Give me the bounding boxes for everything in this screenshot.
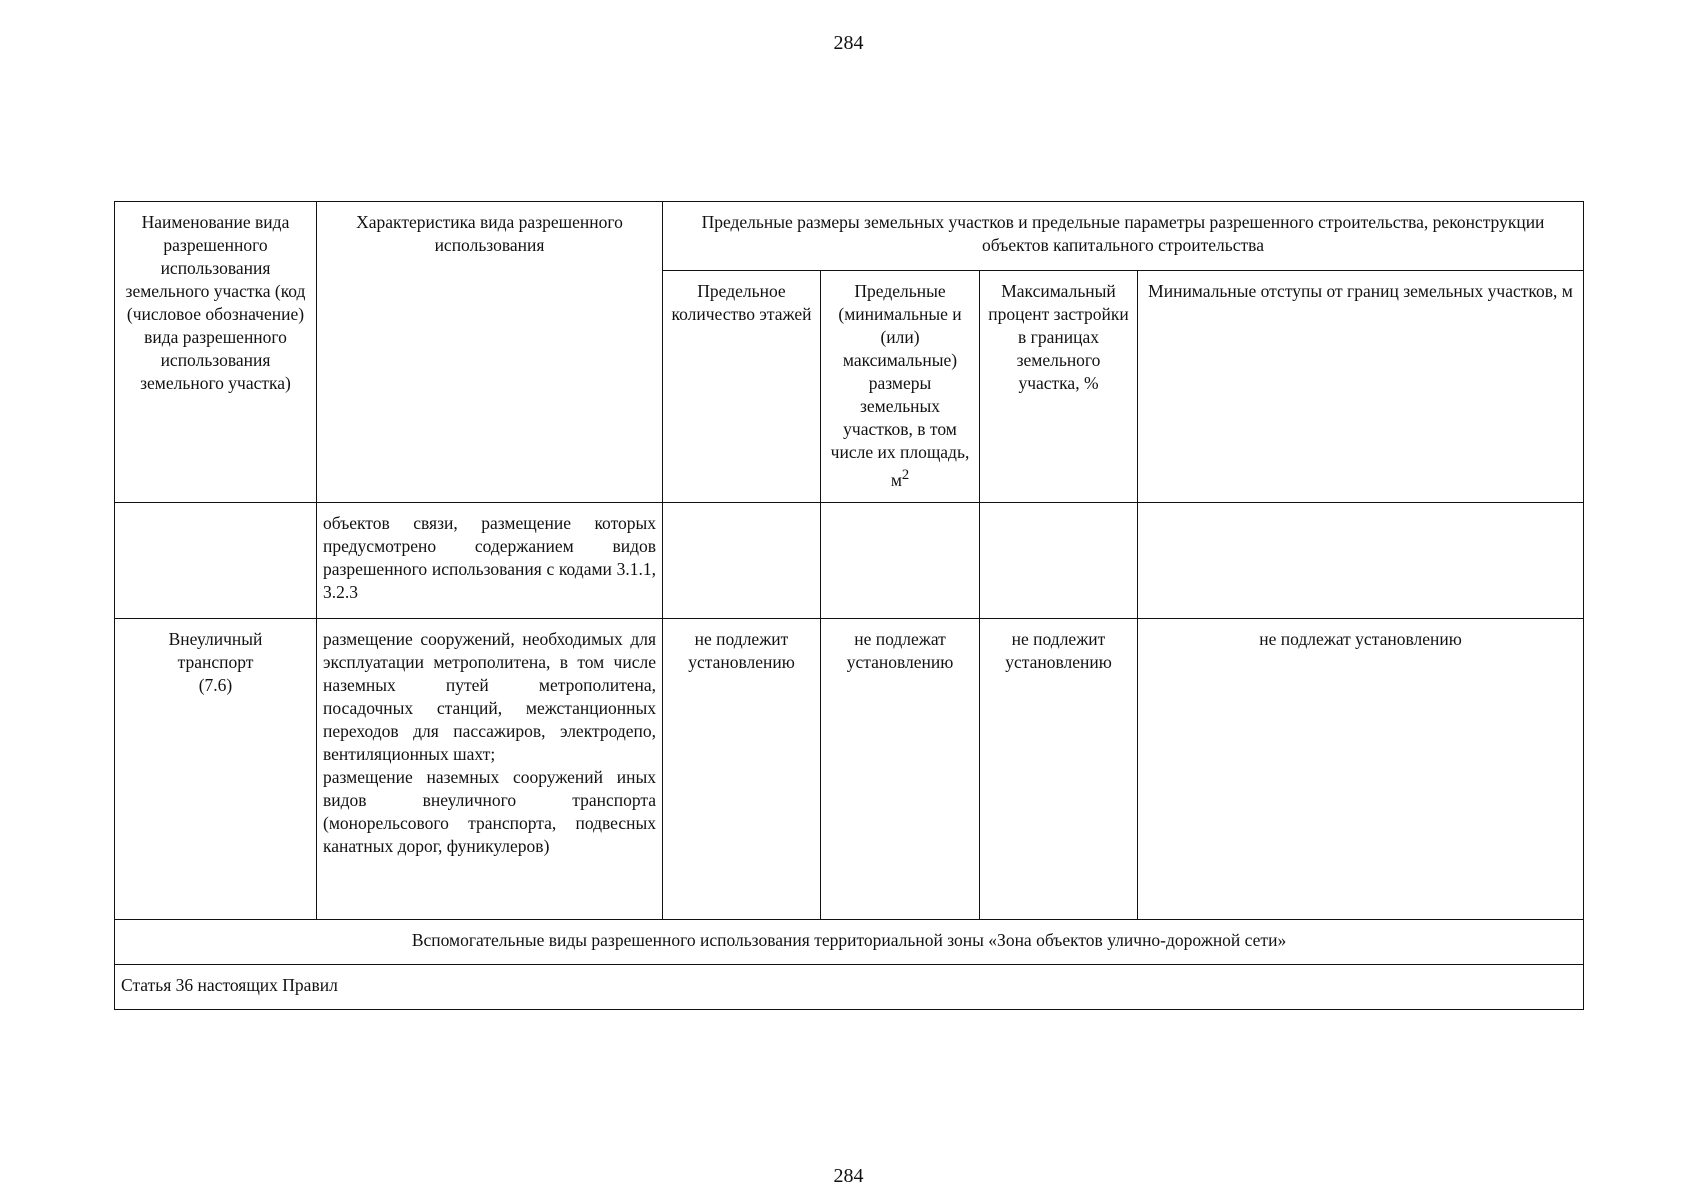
header-limits-group: Предельные размеры земельных участков и предельные параметры разрешенного строительства, реконструкции объектов капитального строительства (663, 202, 1584, 271)
auxiliary-heading: Вспомогательные виды разрешенного использования территориальной зоны «Зона объектов улично-дорожной сети» (115, 920, 1584, 965)
header-characteristic: Характеристика вида разрешенного использования (317, 202, 663, 503)
cell-sizes: не подлежат установлению (821, 619, 980, 920)
header-sizes-sup: 2 (901, 467, 910, 483)
cell-percent: не подлежит установлению (980, 619, 1138, 920)
characteristic-paragraph-1: размещение сооружений, необходимых для эксплуатации метрополитена, в том числе наземных путей метрополитена, посадочных станций, межстанционных переходов для пассажиров, электродепо, вентиляционных шахт; (323, 629, 656, 764)
header-row-1 (115, 202, 1584, 271)
table-row (115, 503, 1584, 619)
cell-floors: не подлежит установлению (663, 619, 821, 920)
cell-floors (663, 503, 821, 619)
cell-setbacks (1138, 503, 1584, 619)
zone-regulations-table (114, 201, 1584, 1010)
characteristic-paragraph-2: размещение наземных сооружений иных видов внеуличного транспорта (монорельсового транспорта, подвесных канатных дорог, фуникулеров) (323, 767, 656, 856)
article-reference-row (115, 965, 1584, 1010)
header-sizes-text: Предельные (минимальные и (или) максимальные) размеры земельных участков, в том числе их площадь, м (830, 281, 970, 490)
header-setbacks: Минимальные отступы от границ земельных участков, м (1138, 271, 1584, 503)
cell-characteristic (317, 619, 663, 920)
header-name: Наименование вида разрешенного использования земельного участка (код (числовое обозначение) вида разрешенного использования земельного участка) (115, 202, 317, 503)
header-percent: Максимальный процент застройки в границах земельного участка, % (980, 271, 1138, 503)
cell-name (115, 503, 317, 619)
page-number-bottom: 284 (833, 1165, 864, 1187)
cell-characteristic: объектов связи, размещение которых предусмотрено содержанием видов разрешенного использования с кодами 3.1.1, 3.2.3 (317, 503, 663, 619)
table-row (115, 619, 1584, 920)
header-sizes (821, 271, 980, 503)
cell-sizes (821, 503, 980, 619)
use-type-name-line2: транспорт (177, 652, 254, 672)
cell-name (115, 619, 317, 920)
cell-percent (980, 503, 1138, 619)
cell-setbacks: не подлежат установлению (1138, 619, 1584, 920)
page-number-top: 284 (833, 32, 864, 54)
use-type-name-line1: Внеуличный (168, 629, 263, 649)
auxiliary-heading-row (115, 920, 1584, 965)
header-floors: Предельное количество этажей (663, 271, 821, 503)
article-reference: Статья 36 настоящих Правил (115, 965, 1584, 1010)
use-type-code: (7.6) (198, 675, 233, 695)
